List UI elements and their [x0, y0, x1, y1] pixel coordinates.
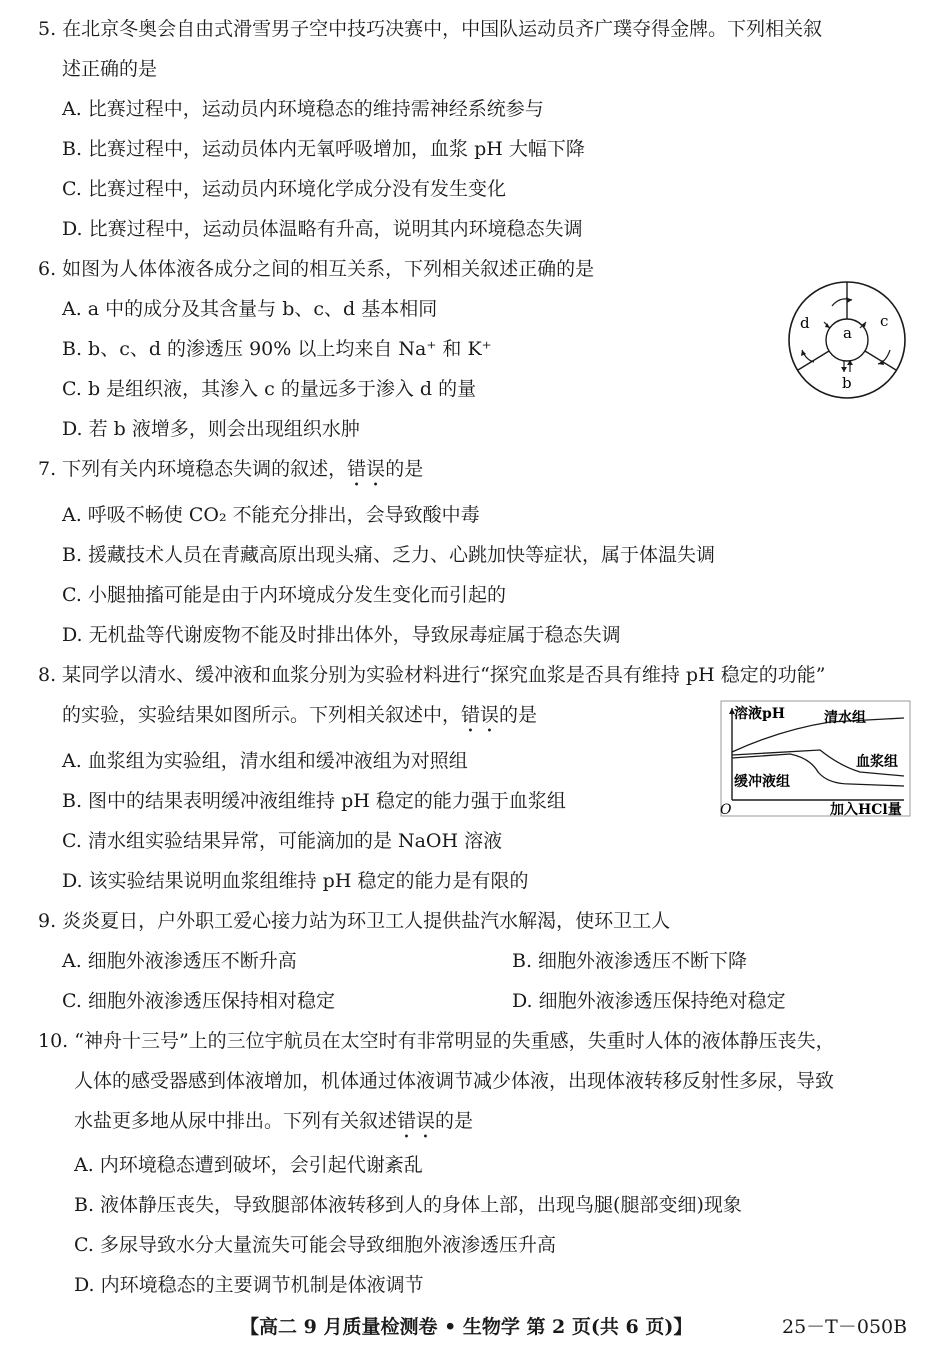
q10-option-a: A. 内环境稳态遭到破坏，会引起代谢紊乱: [74, 1154, 423, 1176]
arrowhead-a-b-down: [841, 367, 847, 372]
q8-stem-emph: 错误: [461, 704, 500, 726]
q5-option-a: A. 比赛过程中，运动员内环境稳态的维持需神经系统参与: [62, 98, 544, 120]
arrowhead-top: [846, 297, 852, 303]
q6-option-a: A. a 中的成分及其含量与 b、c、d 基本相同: [62, 298, 438, 320]
series-line-water: [732, 718, 904, 752]
q10-stem-suffix: 的是: [435, 1110, 474, 1132]
q7-option-d: D. 无机盐等代谢废物不能及时排出体外，导致尿毒症属于稳态失调: [62, 624, 621, 646]
q7-stem: [38, 456, 423, 491]
q8-stem-suffix: 的是: [499, 704, 538, 726]
q9-option-b: B. 细胞外液渗透压不断下降: [512, 950, 748, 972]
q10-option-d: D. 内环境稳态的主要调节机制是体液调节: [74, 1274, 424, 1296]
q10-stem-line3: [74, 1108, 473, 1143]
q10-stem-line1: 10. “神舟十三号”上的三位宇航员在太空时有非常明显的失重感，失重时人体的液体静压丧失，: [38, 1030, 835, 1052]
q8-option-c: C. 清水组实验结果异常，可能滴加的是 NaOH 溶液: [62, 830, 503, 852]
label-b: b: [842, 374, 852, 392]
q5-option-d: D. 比赛过程中，运动员体温略有升高，说明其内环境稳态失调: [62, 218, 583, 240]
q5-option-c: C. 比赛过程中，运动员内环境化学成分没有发生变化: [62, 178, 506, 200]
label-d: d: [800, 314, 810, 332]
q7-stem-emph: 错误: [347, 458, 386, 480]
page-footer-title: 【高二 9 月质量检测卷 • 生物学 第 2 页(共 6 页)】: [240, 1316, 693, 1338]
series-label-plasma: 血浆组: [856, 754, 898, 770]
label-a: a: [843, 324, 852, 342]
q10-stem-emph: 错误: [397, 1110, 436, 1132]
series-label-water: 清水组: [824, 710, 866, 726]
q10-stem-line2: 人体的感受器感到体液增加，机体通过体液调节减少体液，出现体液转移反射性多尿，导致: [74, 1070, 835, 1092]
ph-chart: [720, 700, 912, 818]
q6-option-c: C. b 是组织液，其渗入 c 的量远多于渗入 d 的量: [62, 378, 477, 400]
origin-label: O: [720, 802, 732, 818]
q7-option-b: B. 援藏技术人员在青藏高原出现头痛、乏力、心跳加快等症状，属于体温失调: [62, 544, 716, 566]
q10-option-b: B. 液体静压丧失，导致腿部体液转移到人的身体上部，出现鸟腿(腿部变细)现象: [74, 1194, 742, 1216]
q5-stem-line2: 述正确的是: [62, 58, 158, 80]
divider-right: [865, 351, 896, 370]
q9-option-a: A. 细胞外液渗透压不断升高: [62, 950, 297, 972]
label-c: c: [880, 312, 889, 330]
series-label-buffer: 缓冲液组: [734, 774, 790, 790]
q8-option-a: A. 血浆组为实验组，清水组和缓冲液组为对照组: [62, 750, 468, 772]
q7-stem-prefix: 7. 下列有关内环境稳态失调的叙述，: [38, 458, 348, 480]
q6-option-d: D. 若 b 液增多，则会出现组织水肿: [62, 418, 360, 440]
q8-stem-line2: [62, 702, 537, 737]
q8-stem-prefix: 的实验，实验结果如图所示。下列相关叙述中，: [62, 704, 462, 726]
y-axis-label: 溶液pH: [734, 706, 786, 722]
q10-option-c: C. 多尿导致水分大量流失可能会导致细胞外液渗透压升高: [74, 1234, 556, 1256]
q10-stem-prefix: 水盐更多地从尿中排出。下列有关叙述: [74, 1110, 398, 1132]
q8-option-b: B. 图中的结果表明缓冲液组维持 pH 稳定的能力强于血浆组: [62, 790, 566, 812]
body-fluid-diagram: [780, 280, 915, 400]
q7-stem-suffix: 的是: [385, 458, 424, 480]
q9-option-d: D. 细胞外液渗透压保持绝对稳定: [512, 990, 786, 1012]
q5-option-b: B. 比赛过程中，运动员体内无氧呼吸增加，血浆 pH 大幅下降: [62, 138, 585, 160]
q9-option-c: C. 细胞外液渗透压保持相对稳定: [62, 990, 335, 1012]
q6-stem: 6. 如图为人体体液各成分之间的相互关系，下列相关叙述正确的是: [38, 258, 595, 280]
q7-option-c: C. 小腿抽搐可能是由于内环境成分发生变化而引起的: [62, 584, 506, 606]
q8-option-d: D. 该实验结果说明血浆组维持 pH 稳定的能力是有限的: [62, 870, 529, 892]
page-footer-code: 25－T－050B: [782, 1316, 908, 1338]
q5-stem-line1: 5. 在北京冬奥会自由式滑雪男子空中技巧决赛中，中国队运动员齐广璞夺得金牌。下列相关叙: [38, 18, 823, 40]
q9-stem: 9. 炎炎夏日，户外职工爱心接力站为环卫工人提供盐汽水解渴，使环卫工人: [38, 910, 671, 932]
q8-stem-line1: 8. 某同学以清水、缓冲液和血浆分别为实验材料进行“探究血浆是否具有维持 pH 稳定的功能”: [38, 664, 826, 686]
q7-option-a: A. 呼吸不畅使 CO₂ 不能充分排出，会导致酸中毒: [62, 504, 480, 526]
x-axis-label: 加入HCl量: [830, 802, 902, 818]
q6-option-b: B. b、c、d 的渗透压 90% 以上均来自 Na⁺ 和 K⁺: [62, 338, 492, 360]
